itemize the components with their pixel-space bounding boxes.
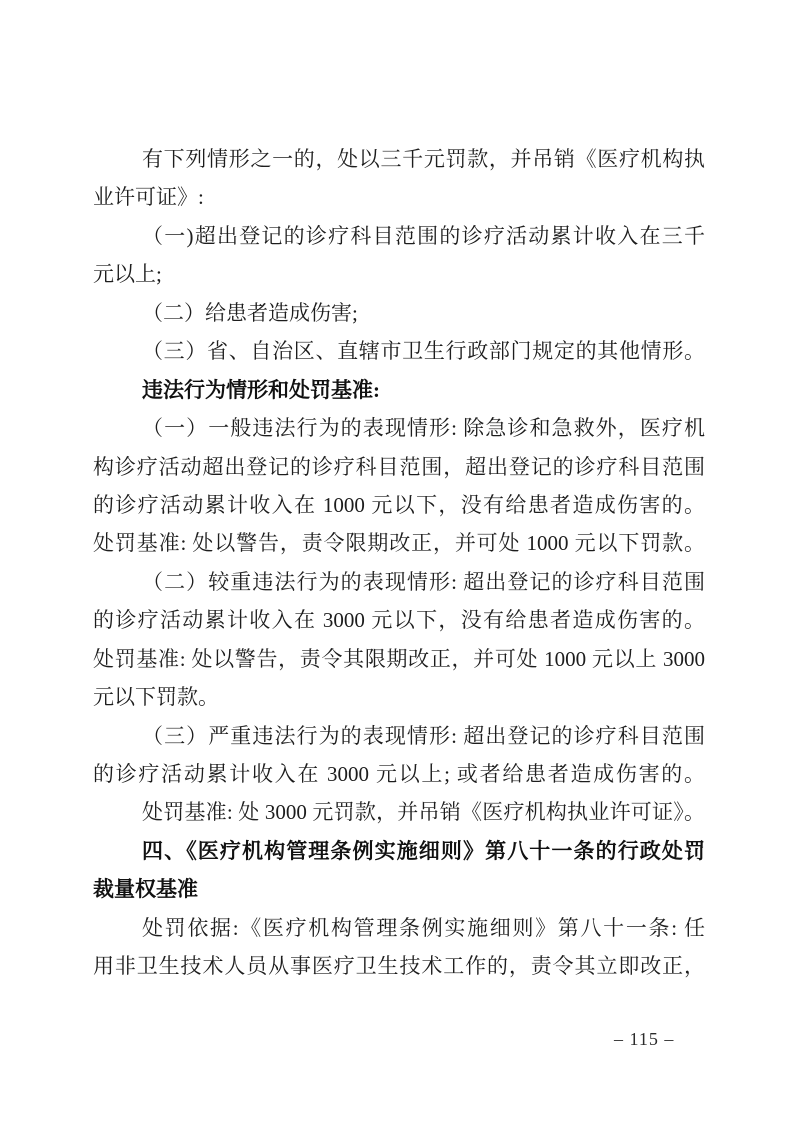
text-line: 业许可证》: <box>93 185 204 210</box>
text-line: 的诊疗活动累计收入在 1000 元以下，没有给患者造成伤害的。 <box>93 492 705 517</box>
text-line: 处罚基准: 处以警告，责令限期改正，并可处 1000 元以下罚款。 <box>93 531 705 556</box>
text-line: 元以下罚款。 <box>93 685 219 710</box>
text-line: 处罚依据:《医疗机构管理条例实施细则》第八十一条: 任 <box>142 915 705 940</box>
heading-line: 违法行为情形和处罚基准: <box>142 377 380 402</box>
text-line: （一）一般违法行为的表现情形: 除急诊和急救外，医疗机 <box>142 416 705 441</box>
text-line: （二）给患者造成伤害; <box>142 300 358 325</box>
text-line: 处罚基准: 处以警告，责令其限期改正，并可处 1000 元以上 3000 <box>93 646 705 671</box>
text-line: （三）严重违法行为的表现情形: 超出登记的诊疗科目范围 <box>142 723 705 748</box>
text-line: 处罚基准: 处 3000 元罚款，并吊销《医疗机构执业许可证》。 <box>142 800 705 825</box>
text-line: 的诊疗活动累计收入在 3000 元以上; 或者给患者造成伤害的。 <box>93 762 705 786</box>
text-line: （三）省、自治区、直辖市卫生行政部门规定的其他情形。 <box>142 339 705 364</box>
text-line: 元以上; <box>93 262 162 287</box>
text-line: 构诊疗活动超出登记的诊疗科目范围，超出登记的诊疗科目范围 <box>93 454 705 479</box>
page-number: – 115 – <box>614 1029 675 1049</box>
heading-line: 四、《医疗机构管理条例实施细则》第八十一条的行政处罚 <box>142 838 705 863</box>
text-line: 用非卫生技术人员从事医疗卫生技术工作的，责令其立即改正， <box>93 954 705 979</box>
heading-line: 裁量权基准 <box>93 877 198 902</box>
text-line: （二）较重违法行为的表现情形: 超出登记的诊疗科目范围 <box>142 569 705 594</box>
document-body <box>93 140 705 986</box>
text-line: 有下列情形之一的，处以三千元罚款，并吊销《医疗机构执 <box>142 147 705 171</box>
text-line: （一)超出登记的诊疗科目范围的诊疗活动累计收入在三千 <box>142 223 705 248</box>
text-line: 的诊疗活动累计收入在 3000 元以下，没有给患者造成伤害的。 <box>93 608 705 633</box>
